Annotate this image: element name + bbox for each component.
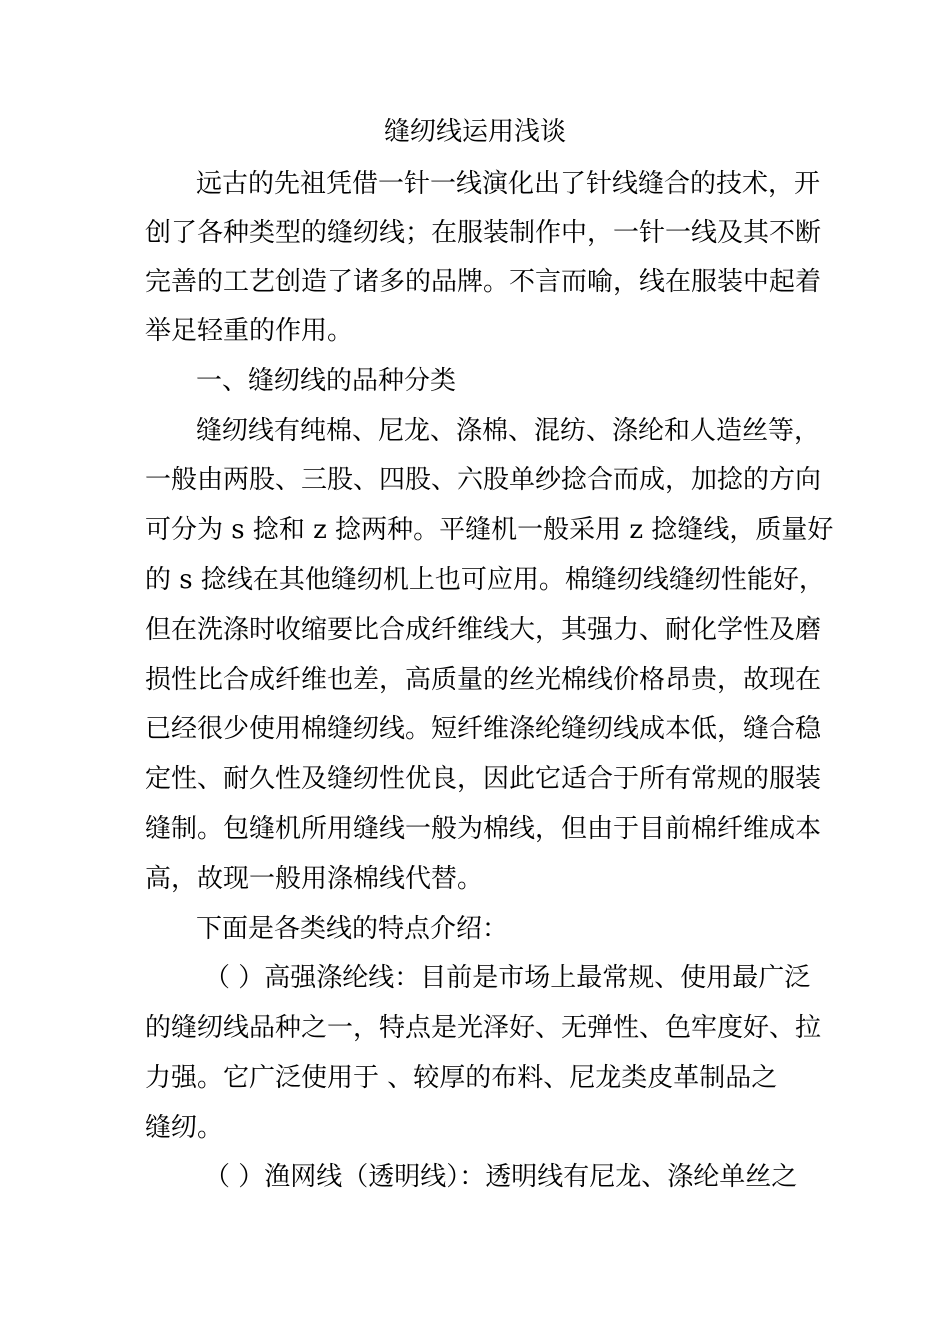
- paragraph-line: 举足轻重的作用。: [145, 316, 354, 346]
- paragraph-line: 远古的先祖凭借一针一线演化出了针线缝合的技术，开: [196, 169, 821, 199]
- paragraph-line: 一般由两股、三股、四股、六股单纱捻合而成，加捻的方向: [145, 465, 822, 495]
- paragraph-line: （ ）渔网线（透明线）：透明线有尼龙、涤纶单丝之: [204, 1162, 798, 1192]
- paragraph-line: 创了各种类型的缝纫线；在服装制作中，一针一线及其不断: [145, 218, 822, 248]
- paragraph-line: 的 s 捻线在其他缝纫机上也可应用。棉缝纫线缝纫性能好，: [145, 565, 825, 595]
- paragraph-line: 但在洗涤时收缩要比合成纤维线大，其强力、耐化学性及磨: [145, 615, 822, 645]
- paragraph-line: 高，故现一般用涤棉线代替。: [145, 864, 484, 894]
- paragraph-line: 的缝纫线品种之一，特点是光泽好、无弹性、色牢度好、拉: [145, 1013, 822, 1043]
- paragraph-line: 完善的工艺创造了诸多的品牌。不言而喻，线在服装中起着: [145, 267, 822, 297]
- paragraph-line: 可分为 s 捻和 z 捻两种。平缝机一般采用 z 捻缝线，质量好: [145, 515, 834, 545]
- paragraph-line: 缝制。包缝机所用缝线一般为棉线，但由于目前棉纤维成本: [145, 814, 822, 844]
- paragraph-line: 下面是各类线的特点介绍：: [196, 914, 509, 944]
- section-heading: 一、缝纫线的品种分类: [196, 366, 457, 396]
- paragraph-line: 缝纫线有纯棉、尼龙、涤棉、混纺、涤纶和人造丝等，: [196, 416, 821, 446]
- paragraph-line: 定性、耐久性及缝纫性优良，因此它适合于所有常规的服装: [145, 764, 822, 794]
- paragraph-line: 力强。它广泛使用于 、较厚的布料、尼龙类皮革制品之: [145, 1063, 778, 1093]
- paragraph-line: 已经很少使用棉缝纫线。短纤维涤纶缝纫线成本低，缝合稳: [145, 714, 822, 744]
- paragraph-line: （ ）高强涤纶线：目前是市场上最常规、使用最广泛: [204, 963, 811, 993]
- document-title: 缝纫线运用浅谈: [383, 117, 566, 147]
- paragraph-line: 缝纫。: [145, 1113, 224, 1143]
- paragraph-line: 损性比合成纤维也差，高质量的丝光棉线价格昂贵，故现在: [145, 665, 822, 695]
